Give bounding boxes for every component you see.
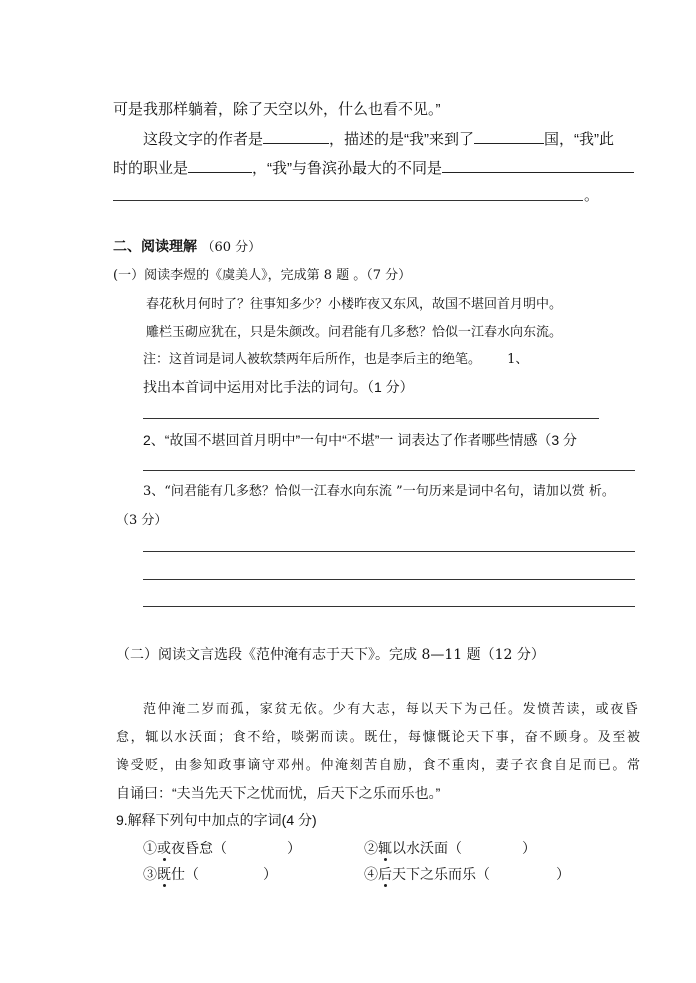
q9-item-1-close: ） [287,840,301,856]
question-3-score: （3 分） [116,513,168,528]
q9-item-3 [143,864,277,884]
question-3: 3、“问君能有几多愁？恰似一江春水向东流 ”一句历来是词中名句，请加以赏 析。 [143,484,615,499]
fill-question-part-e: ，“我”与鲁滨孙最大的不同是 [252,160,443,177]
fill-question-line-1 [143,129,614,150]
question-1-number: 1、 [507,352,529,367]
q9-item-2-num: ② [364,840,378,856]
q9-item-2-dotted-char: 辄 [378,840,392,856]
q9-item-2-close: ） [522,840,536,856]
answer-line[interactable] [113,200,583,201]
q9-item-4-close: ） [556,866,570,882]
question-9-title: 9.解释下列句中加点的字词(4 分) [116,812,317,828]
q9-item-3-close: ） [263,866,277,882]
difference-blank[interactable] [442,158,634,173]
answer-line-q3-2[interactable] [143,579,635,580]
q9-item-1 [143,838,301,858]
fill-question-part-a: 这段文字的作者是 [143,131,264,148]
question-2: 2、“故国不堪回首月明中”一句中“不堪”一 词表达了作者哪些情感（3 分 [143,432,577,448]
fill-question-line-2 [113,158,634,179]
section-score: （60 分） [201,240,262,255]
poem-line-1: 春花秋月何时了？往事知多少？小楼昨夜又东风，故国不堪回首月明中。 [146,297,563,312]
note-text: 注：这首词是词人被软禁两年后所作，也是李后主的绝笔。 [143,352,482,367]
passage-line-4: 自诵曰：“夫当先天下之忧而忧，后天下之乐而乐也。” [116,785,441,801]
q9-item-4-num: ④ [364,866,378,882]
q9-item-2 [364,838,536,858]
q9-item-4-dotted-char: 后 [378,866,392,882]
answer-line-q3-1[interactable] [143,551,635,552]
fill-question-part-b: ，描述的是“我”来到了 [329,131,475,148]
answer-line-q2[interactable] [143,470,635,471]
note-line [143,350,528,370]
part2-heading: （二）阅读文言选段《范仲淹有志于天下》。完成 8—11 题（12 分） [116,647,545,663]
author-blank[interactable] [263,129,329,144]
carryover-line: 可是我那样躺着，除了天空以外，什么也看不见。” [113,101,441,118]
q9-item-1-dotted-char: 或 [157,840,171,856]
fill-question-part-c: 国，“我”此 [544,131,615,148]
answer-line-q1[interactable] [143,418,599,419]
fill-question-end: 。 [584,187,600,204]
part1-heading: (一）阅读李煜的《虞美人》，完成第 8 题 。（7 分） [113,268,412,283]
q9-item-3-num: ③ [143,866,157,882]
q9-item-2-text: 以水沃面（ [392,840,462,856]
q9-item-3-dotted-char: 既 [157,866,171,882]
answer-line-q3-3[interactable] [143,606,635,607]
passage-line-1: 范仲淹二岁而孤，家贫无依。少有大志，每以天下为己任。发愤苦读，或夜昏 [143,702,640,717]
question-1: 找出本首词中运用对比手法的词句。（1 分） [143,379,414,395]
passage-line-3: 谗受贬，由参知政事谪守邓州。仲淹刻苦自励，食不重肉，妻子衣食自足而已。常 [116,758,642,773]
q9-item-1-text: 夜昏怠（ [171,840,227,856]
passage-line-2: 怠，辄以水沃面；食不给，啖粥而读。既仕，每慷慨论天下事，奋不顾身。及至被 [116,730,642,745]
country-blank[interactable] [474,129,544,144]
poem-line-2: 雕栏玉砌应犹在，只是朱颜改。问君能有几多愁？恰似一江春水向东流。 [146,325,563,340]
section-title [113,237,261,258]
q9-item-4 [364,864,570,884]
q9-item-1-num: ① [143,840,157,856]
section-title-text: 二、阅读理解 [113,239,197,255]
occupation-blank[interactable] [188,158,252,173]
fill-question-part-d: 时的职业是 [113,160,189,177]
q9-item-4-text: 天下之乐而乐（ [392,866,490,882]
q9-item-3-text: 仕（ [171,866,199,882]
